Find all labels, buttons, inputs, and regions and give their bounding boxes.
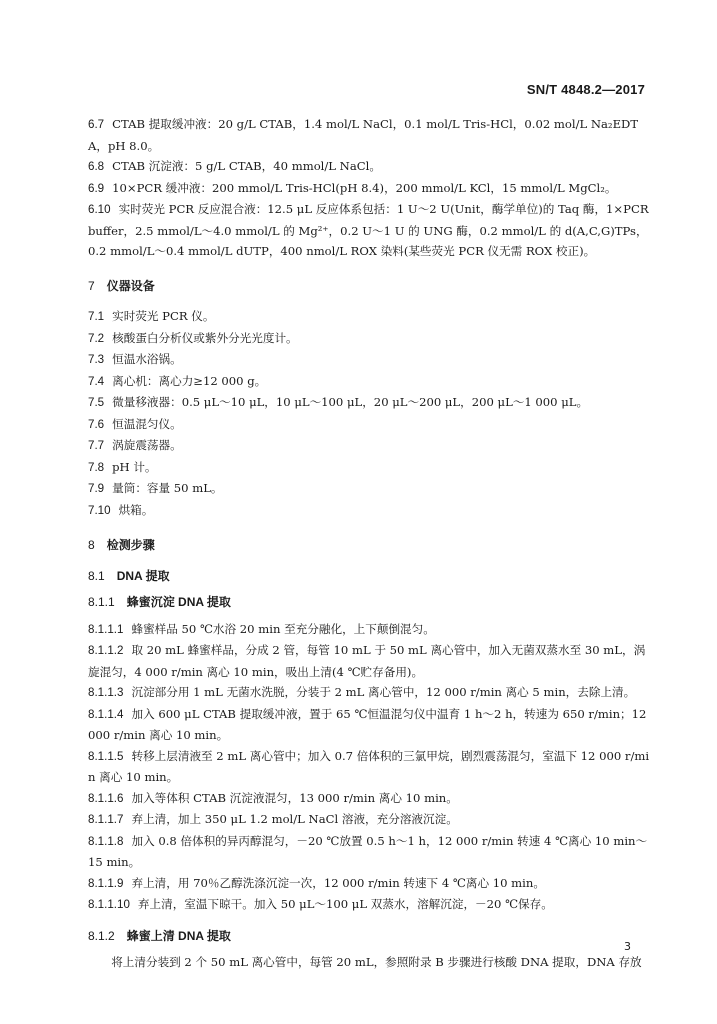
procedure-step: [88, 788, 653, 810]
standard-code: SN/T 4848.2—2017: [526, 82, 645, 97]
item-number: 7.1: [88, 310, 105, 323]
page-number: 3: [624, 940, 631, 953]
item-text: pH 计。: [112, 459, 157, 474]
procedure-step: [88, 894, 653, 916]
item-number: 6.10: [88, 203, 111, 216]
reagent-item: [88, 178, 653, 200]
equipment-item: [88, 414, 653, 436]
step-text: 弃上清，室温下晾干。加入 50 μL～100 μL 双蒸水，溶解沉淀，－20 ℃保存。: [137, 897, 553, 911]
item-number: 6.9: [88, 181, 105, 195]
item-number: 6.8: [88, 160, 105, 173]
subsection-heading: [88, 566, 653, 587]
item-text: 量筒：容量 50 mL。: [112, 481, 223, 495]
equipment-item: [88, 500, 653, 522]
item-text: 核酸蛋白分析仪或紫外分光光度计。: [112, 330, 298, 345]
item-number: 7.7: [88, 439, 105, 452]
item-text: 实时荧光 PCR 反应混合液：12.5 μL 反应体系包括：1 U～2 U(Unit，酶学单位)的 Taq 酶，1×PCR buffer，2.5 mmol/L～4.0 mmol/L 的 Mg²⁺，0.2 U～1 U 的 UNG 酶，0.2 mmol/L 的 d(A,C,G)TPs，0.2 mmol/L～0.4 mmol/L dUTP，400 nmol/L ROX 染料(某些荧光 PCR 仪无需 ROX 校正)。: [88, 202, 649, 258]
section-number: 8: [88, 538, 95, 552]
item-number: 7.2: [88, 331, 105, 345]
item-number: 7.6: [88, 417, 105, 431]
step-number: 8.1.1.4: [88, 707, 124, 721]
section-number: 8.1.2: [88, 928, 115, 943]
procedure-step: [88, 640, 653, 682]
section-title: 蜂蜜上清 DNA 提取: [126, 928, 231, 943]
item-number: 6.7: [88, 118, 105, 131]
section-title: 检测步骤: [106, 538, 155, 552]
procedure-step: [88, 682, 653, 704]
step-number: 8.1.1.9: [88, 876, 124, 890]
section-title: DNA 提取: [116, 568, 170, 583]
item-text: 烘箱。: [118, 502, 154, 517]
reagent-item: [88, 156, 653, 178]
step-text: 加入等体积 CTAB 沉淀液混匀，13 000 r/min 离心 10 min。: [131, 790, 458, 805]
item-text: 涡旋震荡器。: [112, 438, 182, 452]
step-number: 8.1.1.7: [88, 813, 124, 826]
section-title: 仪器设备: [106, 278, 155, 293]
item-text: 恒温混匀仪。: [112, 416, 182, 431]
equipment-item: [88, 328, 653, 350]
step-text: 蜂蜜样品 50 ℃水浴 20 min 至充分融化，上下颠倒混匀。: [131, 621, 435, 636]
step-number: 8.1.1.2: [88, 644, 124, 657]
step-text: 取 20 mL 蜂蜜样品，分成 2 管，每管 10 mL 于 50 mL 离心管中，加入无菌双蒸水至 30 mL，涡旋混匀，4 000 r/min 离心 10 min，吸出上清(4 ℃贮存备用)。: [88, 643, 646, 679]
subsection-heading: [88, 592, 653, 613]
step-number: 8.1.1.8: [88, 834, 124, 848]
step-text: 加入 0.8 倍体积的异丙醇混匀，－20 ℃放置 0.5 h～1 h，12 000 r/min 转速 4 ℃离心 10 min～15 min。: [88, 833, 648, 869]
section-heading: [88, 276, 653, 297]
step-number: 8.1.1.3: [88, 686, 124, 699]
reagent-item: [88, 114, 653, 156]
step-number: 8.1.1.10: [88, 898, 130, 911]
item-number: 7.10: [88, 503, 111, 517]
item-text: CTAB 提取缓冲液：20 g/L CTAB，1.4 mol/L NaCl，0.1 mol/L Tris-HCl，0.02 mol/L Na₂EDTA，pH 8.0。: [88, 117, 639, 153]
procedure-step: [88, 704, 653, 746]
item-number: 7.3: [88, 353, 105, 366]
step-text: 加入 600 μL CTAB 提取缓冲液，置于 65 ℃恒温混匀仪中温育 1 h～2 h，转速为 650 r/min；12 000 r/min 离心 10 min。: [88, 706, 647, 742]
section-title: 蜂蜜沉淀 DNA 提取: [126, 595, 231, 609]
item-text: CTAB 沉淀液：5 g/L CTAB，40 mmol/L NaCl。: [112, 159, 381, 173]
procedure-step: [88, 809, 653, 831]
equipment-item: [88, 478, 653, 500]
body-paragraph: 将上清分装到 2 个 50 mL 离心管中，每管 20 mL，参照附录 B 步骤进行核酸 DNA 提取，DNA 存放: [111, 955, 642, 969]
equipment-item: [88, 349, 653, 371]
equipment-item: [88, 306, 653, 328]
subsection-heading: [88, 926, 653, 947]
equipment-item: [88, 435, 653, 457]
section-number: 8.1: [88, 568, 105, 583]
item-text: 离心机：离心力≥12 000 g。: [112, 373, 267, 388]
item-number: 7.4: [88, 374, 105, 388]
section-number: 8.1.1: [88, 595, 115, 609]
item-text: 恒温水浴锅。: [112, 352, 182, 366]
item-number: 7.9: [88, 482, 105, 495]
step-number: 8.1.1.6: [88, 791, 124, 805]
procedure-step: [88, 619, 653, 641]
item-text: 10×PCR 缓冲液：200 mmol/L Tris-HCl(pH 8.4)，200 mmol/L KCl，15 mmol/L MgCl₂。: [112, 180, 617, 195]
step-text: 弃上清，用 70％乙醇洗涤沉淀一次，12 000 r/min 转速下 4 ℃离心 10 min。: [131, 875, 545, 890]
equipment-item: [88, 371, 653, 393]
equipment-item: [88, 457, 653, 479]
procedure-step: [88, 746, 653, 788]
section-number: 7: [88, 278, 95, 293]
section-heading: [88, 535, 653, 556]
procedure-step: [88, 831, 653, 873]
reagent-item: [88, 199, 653, 262]
step-number: 8.1.1.1: [88, 622, 124, 636]
page-content: [88, 114, 653, 973]
step-text: 弃上清，加上 350 μL 1.2 mol/L NaCl 溶液，充分溶液沉淀。: [131, 812, 458, 826]
item-number: 7.5: [88, 396, 105, 409]
procedure-step: [88, 873, 653, 895]
item-number: 7.8: [88, 460, 105, 474]
item-text: 实时荧光 PCR 仪。: [112, 309, 215, 323]
step-text: 沉淀部分用 1 mL 无菌水洗脱，分装于 2 mL 离心管中，12 000 r/min 离心 5 min，去除上清。: [131, 685, 636, 699]
step-text: 转移上层清液至 2 mL 离心管中；加入 0.7 倍体积的三氯甲烷，剧烈震荡混匀，室温下 12 000 r/min 离心 10 min。: [88, 748, 650, 784]
step-number: 8.1.1.5: [88, 749, 124, 763]
equipment-item: [88, 392, 653, 414]
item-text: 微量移液器：0.5 μL～10 μL，10 μL～100 μL，20 μL～200 μL，200 μL～1 000 μL。: [112, 395, 589, 409]
